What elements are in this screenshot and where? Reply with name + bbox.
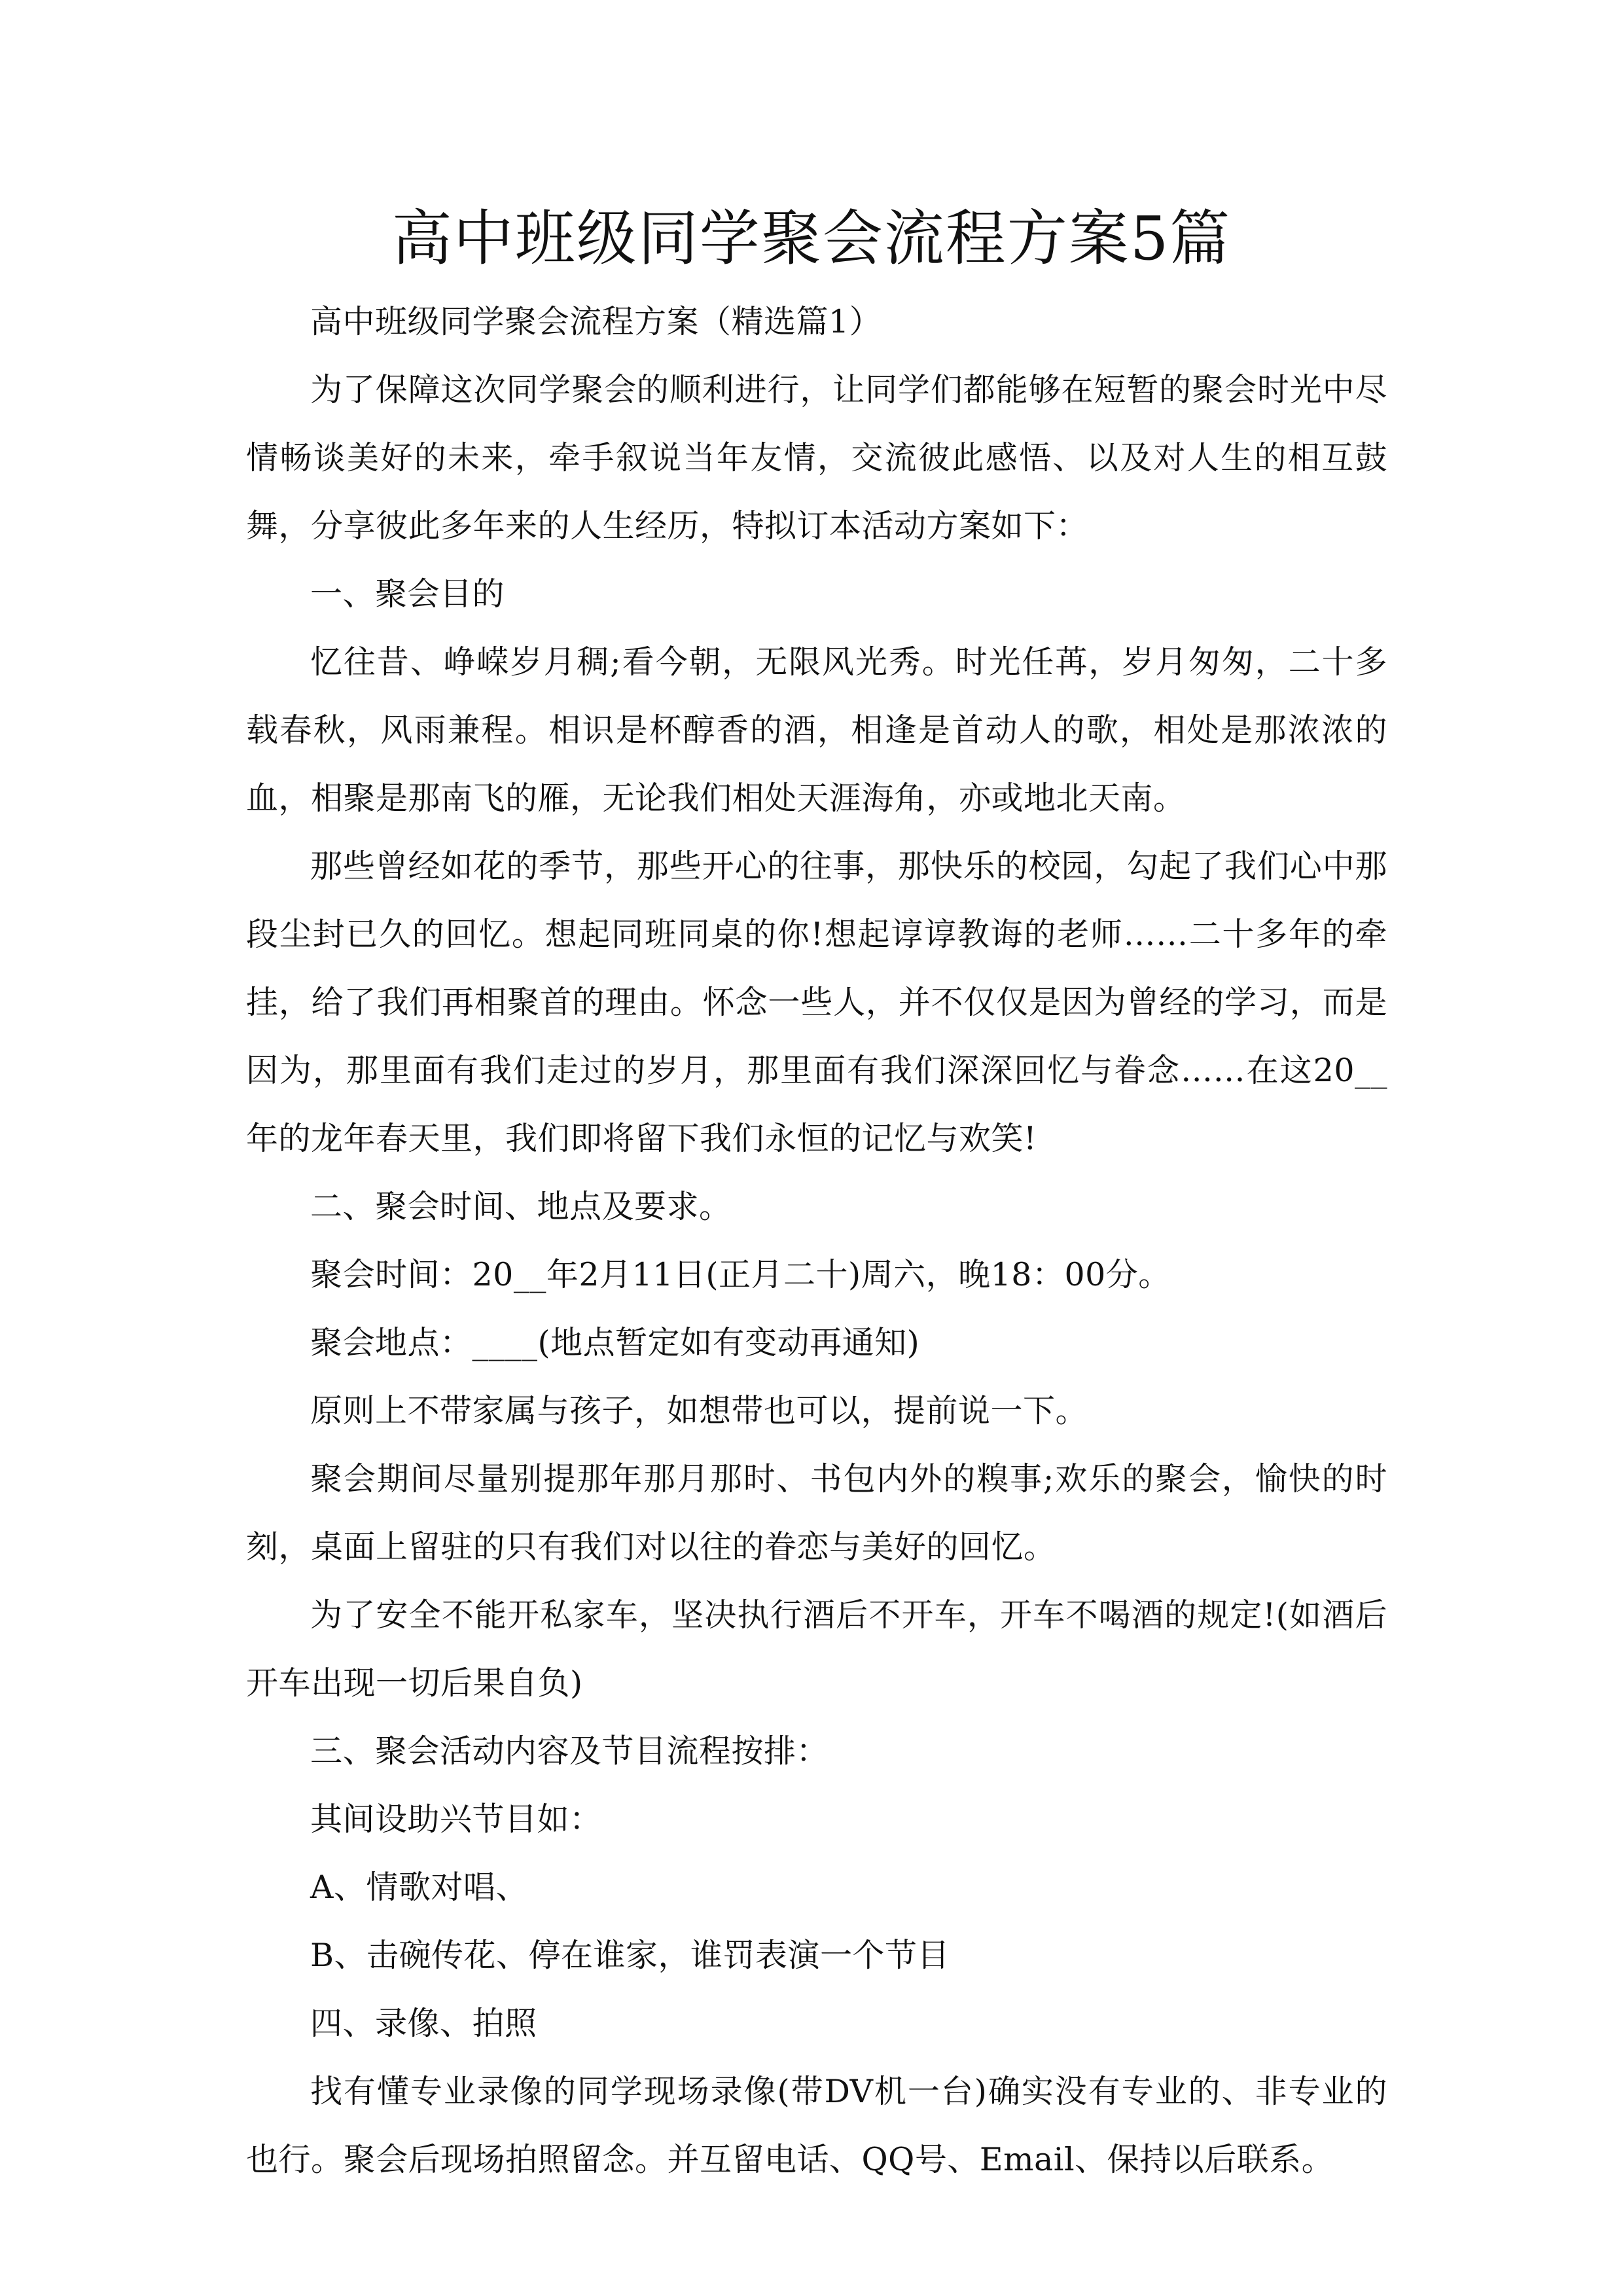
paragraph-time: 聚会时间：20__年2月11日(正月二十)周六，晚18：00分。 <box>310 1256 1171 1293</box>
paragraph-purpose-1: 忆往昔、峥嵘岁月稠;看今朝，无限风光秀。时光任苒，岁月匆匆，二十多载春秋，风雨兼程。相识是杯醇香的酒，相逢是首动人的歌，相处是那浓浓的血，相聚是那南飞的雁，无论我们相处天涯海角，亦或地北天南。 <box>246 643 1387 817</box>
document-body <box>246 288 1387 2194</box>
heading-activities: 三、聚会活动内容及节目流程按排： <box>310 1732 829 1770</box>
paragraph-topics-rule: 聚会期间尽量别提那年那月那时、书包内外的糗事;欢乐的聚会，愉快的时刻，桌面上留驻的只有我们对以往的眷恋与美好的回忆。 <box>246 1460 1387 1566</box>
list-item-b: B、击碗传花、停在谁家，谁罚表演一个节目 <box>310 1937 950 1974</box>
paragraph-family-rule: 原则上不带家属与孩子，如想带也可以，提前说一下。 <box>310 1392 1088 1429</box>
paragraph-place: 聚会地点：____(地点暂定如有变动再通知) <box>310 1324 920 1361</box>
heading-time-place: 二、聚会时间、地点及要求。 <box>310 1188 732 1225</box>
intro-paragraph: 为了保障这次同学聚会的顺利进行，让同学们都能够在短暂的聚会时光中尽情畅谈美好的未来，牵手叙说当年友情，交流彼此感悟、以及对人生的相互鼓舞，分享彼此多年来的人生经历，特拟订本活动方案如下： <box>246 371 1387 545</box>
section-subtitle: 高中班级同学聚会流程方案（精选篇1） <box>310 303 882 340</box>
paragraph-programs-intro: 其间设助兴节目如： <box>310 1801 602 1838</box>
list-item-a: A、情歌对唱、 <box>310 1869 528 1906</box>
paragraph-driving-rule: 为了安全不能开私家车，坚决执行酒后不开车，开车不喝酒的规定!(如酒后开车出现一切后果自负) <box>246 1596 1387 1702</box>
paragraph-purpose-2: 那些曾经如花的季节，那些开心的往事，那快乐的校园，勾起了我们心中那段尘封已久的回忆。想起同班同桌的你!想起谆谆教诲的老师……二十多年的牵挂，给了我们再相聚首的理由。怀念一些人，并不仅仅是因为曾经的学习，而是因为，那里面有我们走过的岁月，那里面有我们深深回忆与眷念……在这20__年的龙年春天里，我们即将留下我们永恒的记忆与欢笑! <box>246 848 1387 1157</box>
heading-recording: 四、录像、拍照 <box>310 2005 537 2042</box>
document-title: 高中班级同学聚会流程方案5篇 <box>391 204 1232 274</box>
paragraph-recording: 找有懂专业录像的同学现场录像(带DV机一台)确实没有专业的、非专业的也行。聚会后现场拍照留念。并互留电话、QQ号、Email、保持以后联系。 <box>246 2073 1387 2178</box>
heading-purpose: 一、聚会目的 <box>310 575 505 613</box>
